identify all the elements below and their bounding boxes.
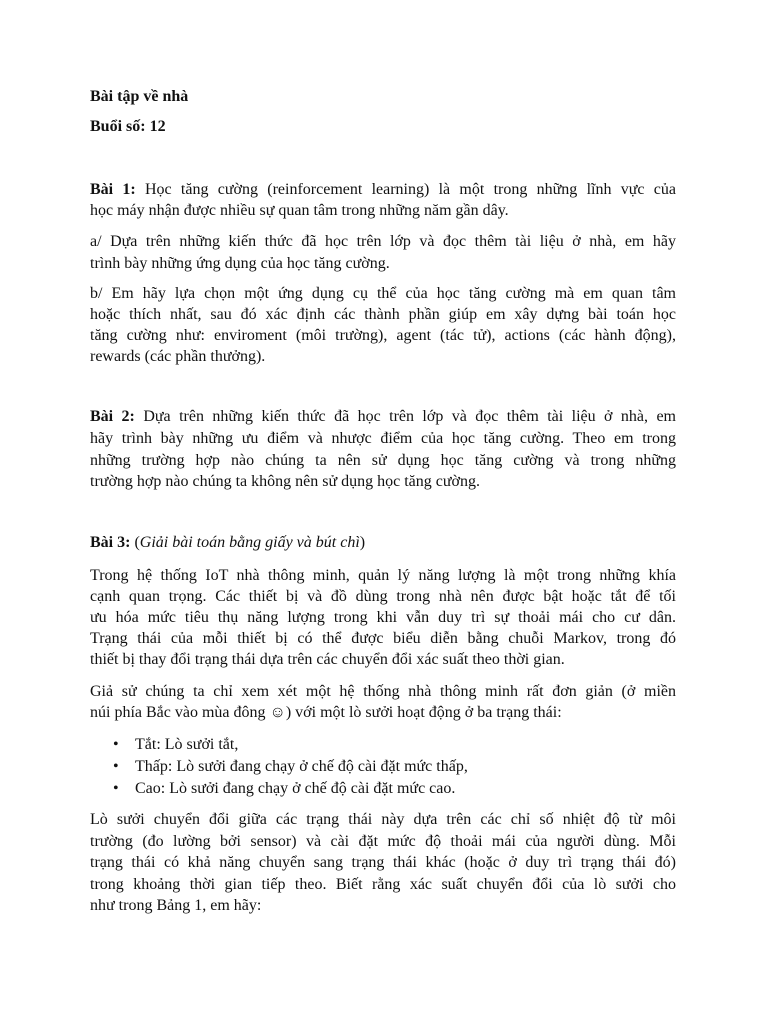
bullet-item-off: Tắt: Lò sưởi tắt, xyxy=(135,736,239,753)
ex2-line-1: Bài 2: Dựa trên những kiến thức đã học trên lớp và đọc thêm tài liệu ở nhà, em xyxy=(90,408,677,425)
ex3-para3-line-1: Lò sưởi chuyển đổi giữa các trạng thái này dựa trên các chỉ số nhiệt độ từ môi xyxy=(90,811,676,828)
ex2-label: Bài 2: xyxy=(90,408,135,425)
ex2-line-2: hãy trình bày những ưu điểm và nhược điểm của học tăng cường. Theo em trong xyxy=(90,430,676,447)
ex3-heading: Bài 3: (Giải bài toán bằng giấy và bút chì) xyxy=(90,534,366,551)
ex3-note: Giải bài toán bằng giấy và bút chì xyxy=(139,534,360,551)
bullet-marker-2: • xyxy=(113,758,119,775)
bullet-marker-1: • xyxy=(113,736,119,753)
ex3-para3-line-5: như trong Bảng 1, em hãy: xyxy=(90,897,262,914)
ex3-para1-line-4: Trạng thái của mỗi thiết bị có thể được biểu diễn bằng chuỗi Markov, trong đó xyxy=(90,630,676,647)
ex1-part-b-line-2: hoặc thích nhất, sau đó xác định các thành phần giúp em xây dựng bài toán học xyxy=(90,306,676,323)
ex3-para1-line-5: thiết bị thay đổi trạng thái dựa trên các chuyển đổi xác suất theo thời gian. xyxy=(90,651,565,668)
ex3-para3-line-3: trạng thái có khả năng chuyển sang trạng thái khác (hoặc ở duy trì trạng thái đó) xyxy=(90,854,676,871)
ex3-para3-line-2: trường (đo lường bởi sensor) và cài đặt mức độ thoải mái của người dùng. Mỗi xyxy=(90,833,676,850)
ex1-part-b-line-4: rewards (các phần thưởng). xyxy=(90,348,266,365)
ex1-part-b-line-3: tăng cường như: enviroment (môi trường), agent (tác tử), actions (các hành động), xyxy=(90,327,676,344)
ex3-para1-line-2: cạnh quan trọng. Các thiết bị và đồ dùng trong nhà nên được bật hoặc tắt để tối xyxy=(90,588,676,605)
ex1-line-2: học máy nhận được nhiều sự quan tâm trong những năm gần dây. xyxy=(90,202,509,219)
document-title: Bài tập về nhà xyxy=(90,88,189,105)
bullet-item-high: Cao: Lò sưởi đang chạy ở chế độ cài đặt mức cao. xyxy=(135,780,456,797)
bullet-marker-3: • xyxy=(113,780,119,797)
ex3-para3-line-4: trong khoảng thời gian tiếp theo. Biết rằng xác suất chuyển đổi của lò sưởi cho xyxy=(90,876,676,893)
bullet-item-low: Thấp: Lò sưởi đang chạy ở chế độ cài đặt mức thấp, xyxy=(135,758,468,775)
ex1-line-1: Bài 1: Học tăng cường (reinforcement learning) là một trong những lĩnh vực của xyxy=(90,181,676,198)
ex3-label: Bài 3: xyxy=(90,534,131,551)
ex1-part-a-line-2: trình bày những ứng dụng của học tăng cường. xyxy=(90,255,390,272)
ex1-label: Bài 1: xyxy=(90,181,136,198)
ex3-para1-line-3: ưu hóa mức tiêu thụ năng lượng trong khi vẫn duy trì sự thoải mái cho cư dân. xyxy=(90,609,676,626)
ex2-line-3: những trường hợp nào chúng ta nên sử dụng học tăng cường và trong những xyxy=(90,452,676,469)
ex1-part-b-line-1: b/ Em hãy lựa chọn một ứng dụng cụ thể của học tăng cường mà em quan tâm xyxy=(90,285,676,302)
ex2-line-4: trường hợp nào chúng ta không nên sử dụng học tăng cường. xyxy=(90,473,480,490)
ex3-para1-line-1: Trong hệ thống IoT nhà thông minh, quản lý năng lượng là một trong những khía xyxy=(90,567,676,584)
session-number: Buổi số: 12 xyxy=(90,118,166,135)
ex1-part-a-line-1: a/ Dựa trên những kiến thức đã học trên lớp và đọc thêm tài liệu ở nhà, em hãy xyxy=(90,233,676,250)
ex3-para2-line-2: núi phía Bắc vào mùa đông ☺) với một lò sưởi hoạt động ở ba trạng thái: xyxy=(90,704,562,721)
ex3-para2-line-1: Giả sử chúng ta chỉ xem xét một hệ thống nhà thông minh rất đơn giản (ở miền xyxy=(90,683,676,700)
